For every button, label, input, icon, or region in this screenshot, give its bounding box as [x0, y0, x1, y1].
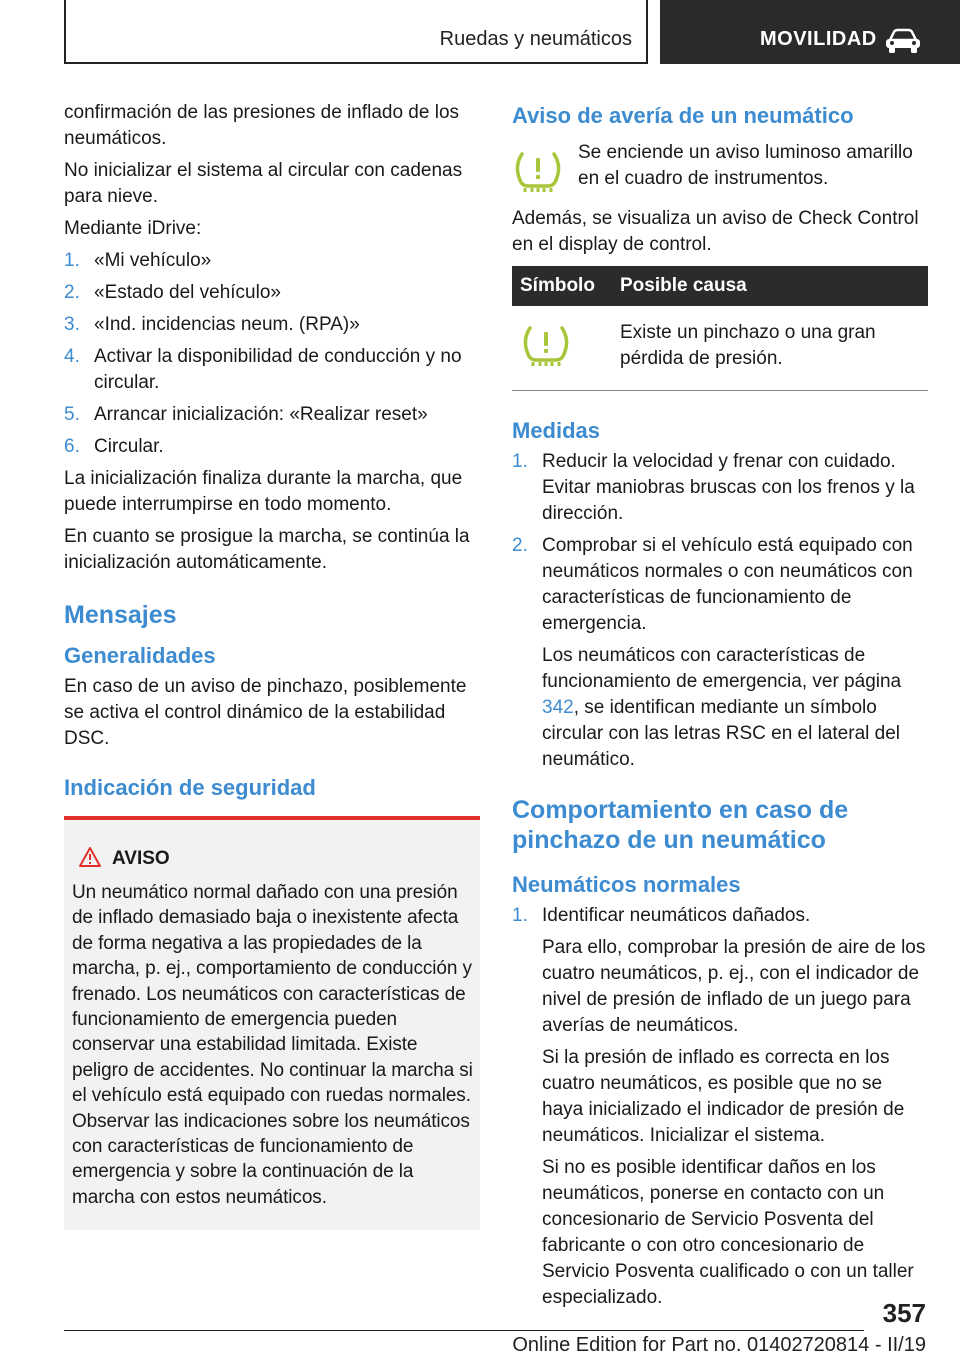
step-number: 3. [64, 314, 80, 335]
step-number: 5. [64, 404, 80, 425]
page-link[interactable]: 342 [542, 697, 574, 718]
tire-pressure-warning-icon [512, 150, 564, 192]
heading-normales: Neumáticos normales [512, 872, 741, 897]
paragraph: confirmación de las presiones de inflado de los neumáticos. [64, 102, 460, 149]
table-header-row [512, 266, 928, 306]
step-text: Identificar neumáticos dañados. [542, 905, 811, 926]
step-text: «Estado del vehículo» [94, 282, 281, 303]
heading-aviso-averia: Aviso de avería de un neumático [512, 103, 854, 128]
tire-pressure-warning-icon [520, 324, 572, 366]
list-item [64, 434, 480, 460]
subparagraph-text: , se identifican mediante un símbolo circular con las letras RSC en el lateral del neumático. [542, 697, 900, 770]
step-text: Activar la disponibilidad de conducción y no circular. [94, 346, 462, 393]
warning-label: AVISO [112, 848, 170, 869]
step-number: 2. [512, 535, 528, 556]
normales-steps [512, 903, 928, 1311]
heading-medidas: Medidas [512, 418, 601, 443]
paragraph: En caso de un aviso de pinchazo, posiblemente se activa el control dinámico de la estabilidad DSC. [64, 676, 467, 749]
chapter-title: MOVILIDAD [760, 28, 877, 50]
step-number: 1. [512, 905, 528, 926]
heading-comportamiento: Comportamiento en caso de pinchazo de un neumático [512, 796, 849, 854]
page-header [0, 0, 960, 66]
step-subparagraph: Si la presión de inflado es correcta en los cuatro neumáticos, es posible que no se haya inicializado el indicador de presión de neumáticos. Inicializar el sistema. [542, 1047, 905, 1146]
cause-cell: Existe un pinchazo o una gran pérdida de presión. [612, 306, 928, 391]
paragraph: Mediante iDrive: [64, 218, 202, 239]
step-number: 2. [64, 282, 80, 303]
table-header-cause: Posible causa [612, 266, 928, 306]
list-item [64, 402, 480, 428]
page-number: 357 [882, 1298, 926, 1328]
step-number: 1. [64, 250, 80, 271]
step-number: 1. [512, 451, 528, 472]
list-item [512, 903, 928, 1311]
heading-generalidades: Generalidades [64, 643, 216, 668]
indicator-description [512, 140, 928, 196]
heading-mensajes: Mensajes [64, 601, 177, 629]
footer-divider [64, 1330, 864, 1331]
list-item [64, 344, 480, 396]
step-subparagraph: Si no es posible identificar daños en los neumáticos, ponerse en contacto con un concesionario de Servicio Posventa del fabricante o con otro concesionario de Servicio Posventa cualificado o con un taller especializado. [542, 1157, 914, 1308]
edition-note: Online Edition for Part no. 01402720814 - II/19 [512, 1334, 926, 1356]
table-header-symbol: Símbolo [512, 266, 612, 306]
heading-seguridad: Indicación de seguridad [64, 775, 316, 800]
paragraph: Además, se visualiza un aviso de Check Control en el display de control. [512, 208, 919, 255]
list-item [512, 533, 928, 773]
list-item [64, 280, 480, 306]
left-column [64, 100, 480, 1230]
step-text: «Mi vehículo» [94, 250, 212, 271]
list-item [64, 248, 480, 274]
table-row [512, 306, 928, 391]
step-number: 4. [64, 346, 80, 367]
paragraph: No inicializar el sistema al circular con cadenas para nieve. [64, 160, 463, 207]
step-text: Comprobar si el vehículo está equipado con neumáticos normales o con neumáticos con características de funcionamiento de emergencia. [542, 535, 913, 634]
idrive-steps [64, 248, 480, 460]
right-column [512, 100, 928, 1317]
warning-triangle-icon [78, 846, 102, 868]
list-item [512, 449, 928, 527]
section-tab [64, 0, 648, 64]
step-text: Circular. [94, 436, 164, 457]
step-subparagraph: Para ello, comprobar la presión de aire de los cuatro neumáticos, p. ej., con el indicador de nivel de presión de inflado de un juego para averías de neumáticos. [542, 937, 926, 1036]
car-icon [884, 28, 922, 54]
medidas-steps [512, 449, 928, 773]
warning-title [72, 846, 474, 872]
step-text: «Ind. incidencias neum. (RPA)» [94, 314, 360, 335]
chapter-tab [660, 0, 960, 64]
warning-body: Un neumático normal dañado con una presión de inflado demasiado baja o inexistente afecta de forma negativa a las propiedades de la marcha, p. ej., comportamiento de conducción y frenado. Los neumáticos con características de funcionamiento de emergencia pueden conservar una estabilidad limitada. Existe peligro de accidentes. No continuar la marcha si el vehículo está equipado con ruedas normales. Observar las indicaciones sobre los neumáticos con características de funcionamiento de emergencia y sobre la continuación de la marcha con estos neumáticos. [72, 882, 473, 1208]
paragraph: En cuanto se prosigue la marcha, se continúa la inicialización automáticamente. [64, 526, 470, 573]
indicator-text: Se enciende un aviso luminoso amarillo en el cuadro de instrumentos. [578, 142, 913, 189]
step-text: Arrancar inicialización: «Realizar reset» [94, 404, 428, 425]
step-number: 6. [64, 436, 80, 457]
step-text: Reducir la velocidad y frenar con cuidado. Evitar maniobras bruscas con los frenos y la dirección. [542, 451, 915, 524]
symbol-cell [512, 306, 612, 391]
section-title: Ruedas y neumáticos [439, 28, 632, 50]
warning-box [64, 816, 480, 1230]
subparagraph-text: Los neumáticos con características de funcionamiento de emergencia, ver página [542, 645, 902, 692]
paragraph: La inicialización finaliza durante la marcha, que puede interrumpirse en todo momento. [64, 468, 463, 515]
list-item [64, 312, 480, 338]
symbol-table [512, 266, 928, 391]
step-subparagraph [542, 643, 928, 773]
